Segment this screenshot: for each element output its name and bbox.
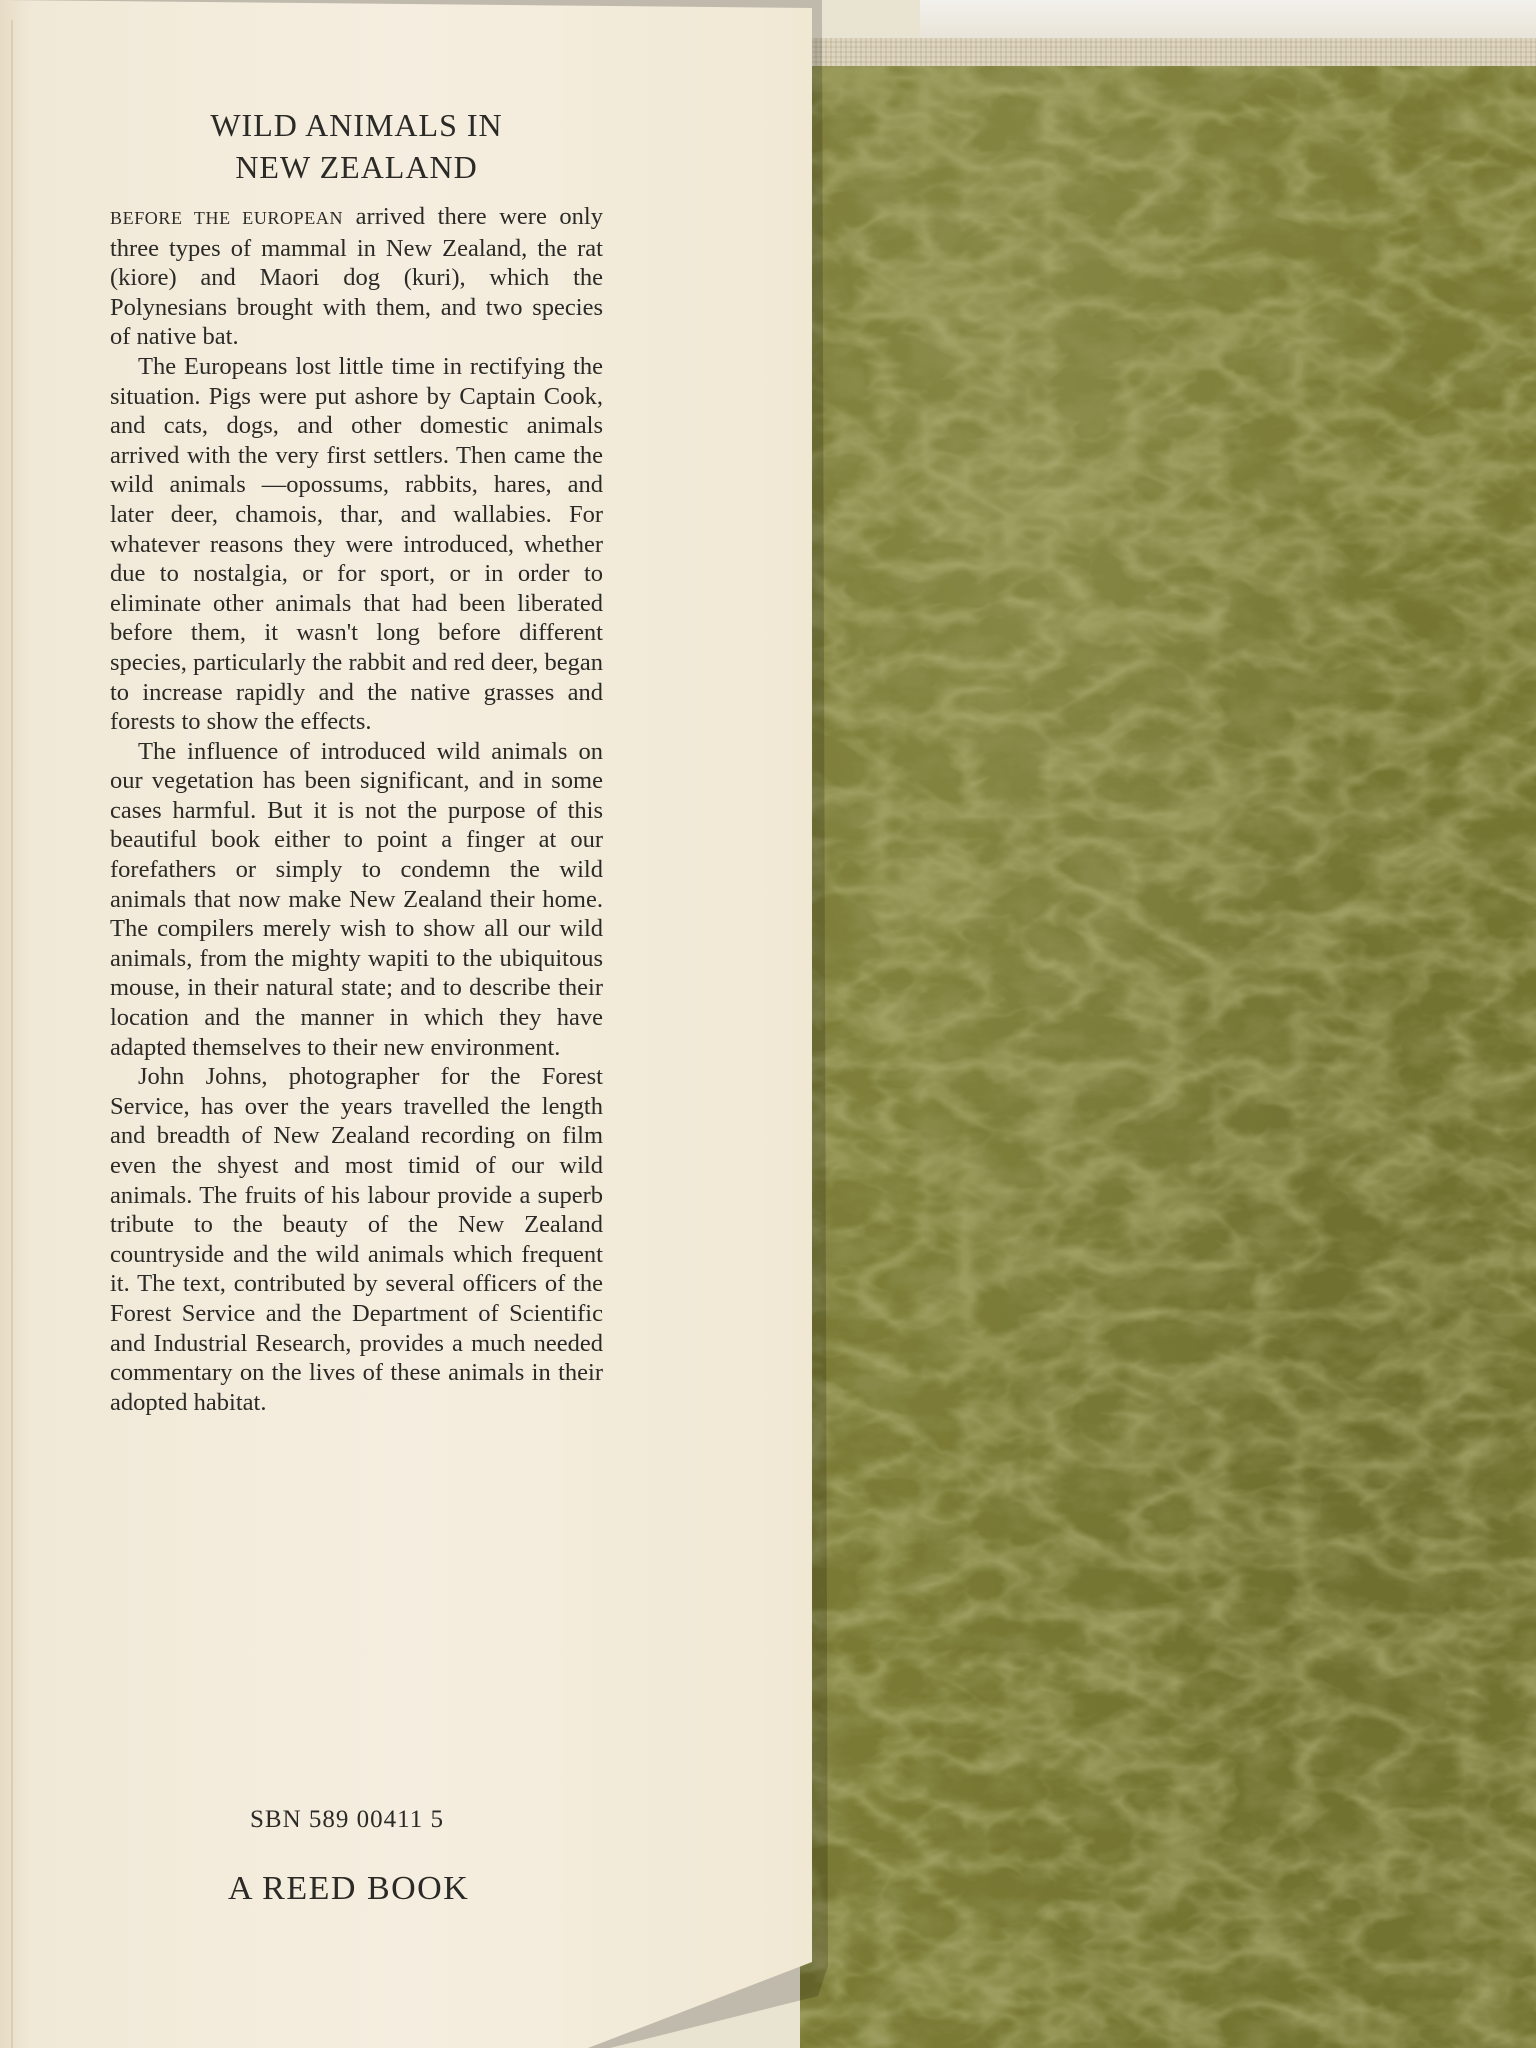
crinkle-texture — [800, 66, 1536, 2048]
blurb-body — [110, 202, 603, 1417]
title-line-1: WILD ANIMALS IN — [210, 107, 503, 143]
flap-text-block — [110, 104, 603, 1417]
blurb-paragraph-4: John Johns, photographer for the Forest Service, has over the years travelled the length and breadth of New Zealand recording on film even the shyest and most timid of our wild animals. The fruits of his labour provide a superb tribute to the beauty of the New Zealand countryside and the wild animals which frequent it. The text, contributed by several officers of the Forest Service and the Department of Scientific and Industrial Research, provides a much needed commentary on the lives of these animals in their adopted habitat. — [110, 1063, 603, 1416]
book-title — [110, 104, 603, 188]
blurb-paragraph-1 — [110, 202, 603, 352]
lead-caps: BEFORE THE EUROPEAN — [110, 208, 344, 228]
title-line-2: NEW ZEALAND — [235, 149, 478, 185]
sbn-number: SBN 589 00411 5 — [250, 1806, 444, 1833]
publisher-imprint: A REED BOOK — [228, 1870, 470, 1907]
blurb-paragraph-2: The Europeans lost little time in rectifying the situation. Pigs were put ashore by Captain Cook, and cats, dogs, and other domestic animals arrived with the very first settlers. Then came the wild animals —opossums, rabbits, hares, and later deer, chamois, thar, and wallabies. For whatever reasons they were introduced, whether due to nostalgia, or for sport, or in order to eliminate other animals that had been liberated before them, it wasn't long before different species, particularly the rabbit and red deer, began to increase rapidly and the native grasses and forests to show the effects. — [110, 352, 603, 736]
blurb-paragraph-1-text: arrived there were only three types of mammal in New Zealand, the rat (kiore) and Maori dog (kuri), which the Polynesians brought with them, and two species of native bat. — [110, 203, 603, 351]
blurb-paragraph-3: The influence of introduced wild animals on our vegetation has been significant, and in some cases harmful. But it is not the purpose of this beautiful book either to point a finger at our forefathers or simply to condemn the wild animals that now make New Zealand their home. The compilers merely wish to show all our wild animals, from the mighty wapiti to the ubiquitous mouse, in their natural state; and to describe their location and the manner in which they have adapted themselves to their new environment. — [110, 737, 603, 1061]
green-cover-board — [800, 66, 1536, 2048]
